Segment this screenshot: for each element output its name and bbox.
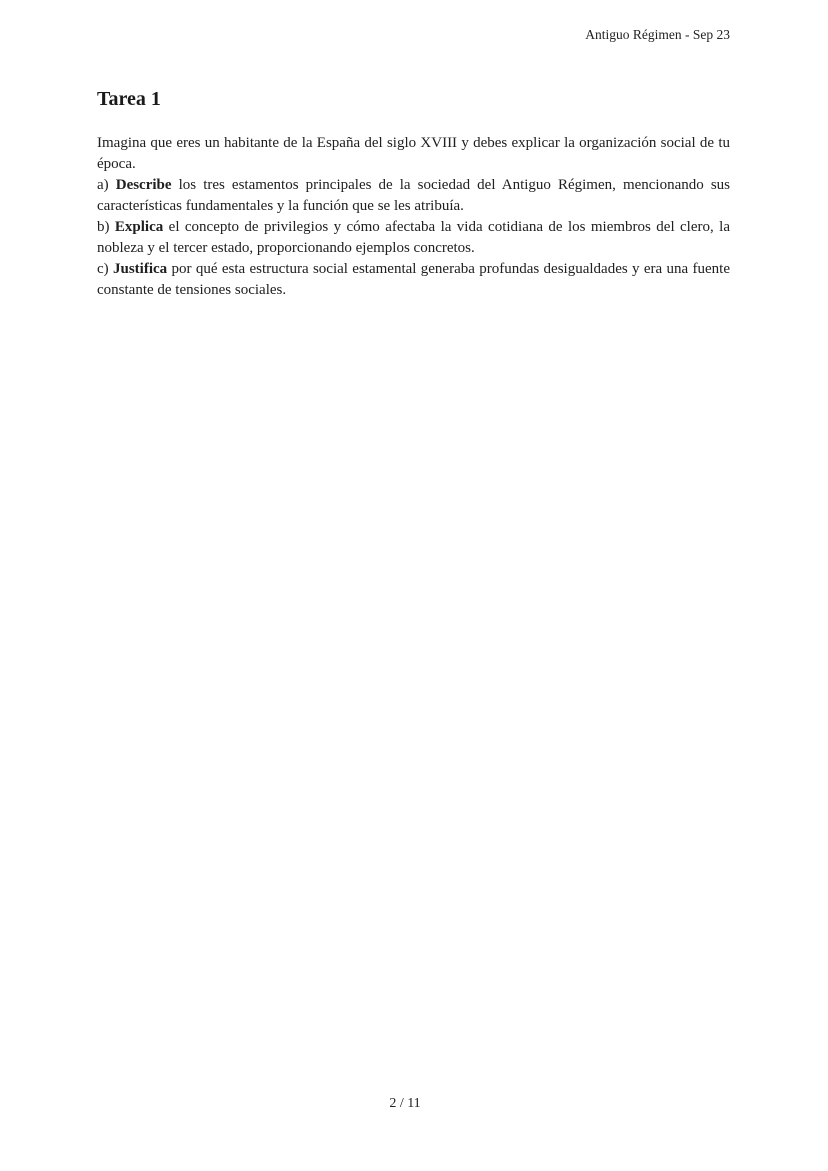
task-item-b-keyword: Explica <box>114 219 164 235</box>
task-item-c-prefix: c) <box>97 261 113 277</box>
task-item-a-keyword: Describe <box>115 177 172 193</box>
task-item-b <box>97 217 730 259</box>
task-item-c-keyword: Justifica <box>113 261 168 277</box>
task-item-a-text: los tres estamentos principales de la sociedad del Antiguo Régimen, mencionando sus características fundamentales y la función que se les atribuía. <box>97 177 731 214</box>
task-item-a-prefix: a) <box>97 177 116 193</box>
task-item-b-text: el concepto de privilegios y cómo afectaba la vida cotidiana de los miembros del clero, la nobleza y el tercer estado, proporcionando ejemplos concretos. <box>97 219 730 256</box>
task-body <box>97 133 730 301</box>
task-item-c <box>97 259 730 301</box>
page-number-indicator: 2 / 11 <box>389 1096 421 1111</box>
task-intro-paragraph: Imagina que eres un habitante de la España del siglo XVIII y debes explicar la organización social de tu época. <box>97 135 730 172</box>
task-item-c-text: por qué esta estructura social estamental generaba profundas desigualdades y era una fuente constante de tensiones sociales. <box>97 261 731 298</box>
page-header-title: Antiguo Régimen - Sep 23 <box>585 27 730 42</box>
task-item-a <box>97 175 730 217</box>
task-item-b-prefix: b) <box>97 219 115 235</box>
document-content <box>97 88 730 301</box>
task-title: Tarea 1 <box>97 88 161 110</box>
